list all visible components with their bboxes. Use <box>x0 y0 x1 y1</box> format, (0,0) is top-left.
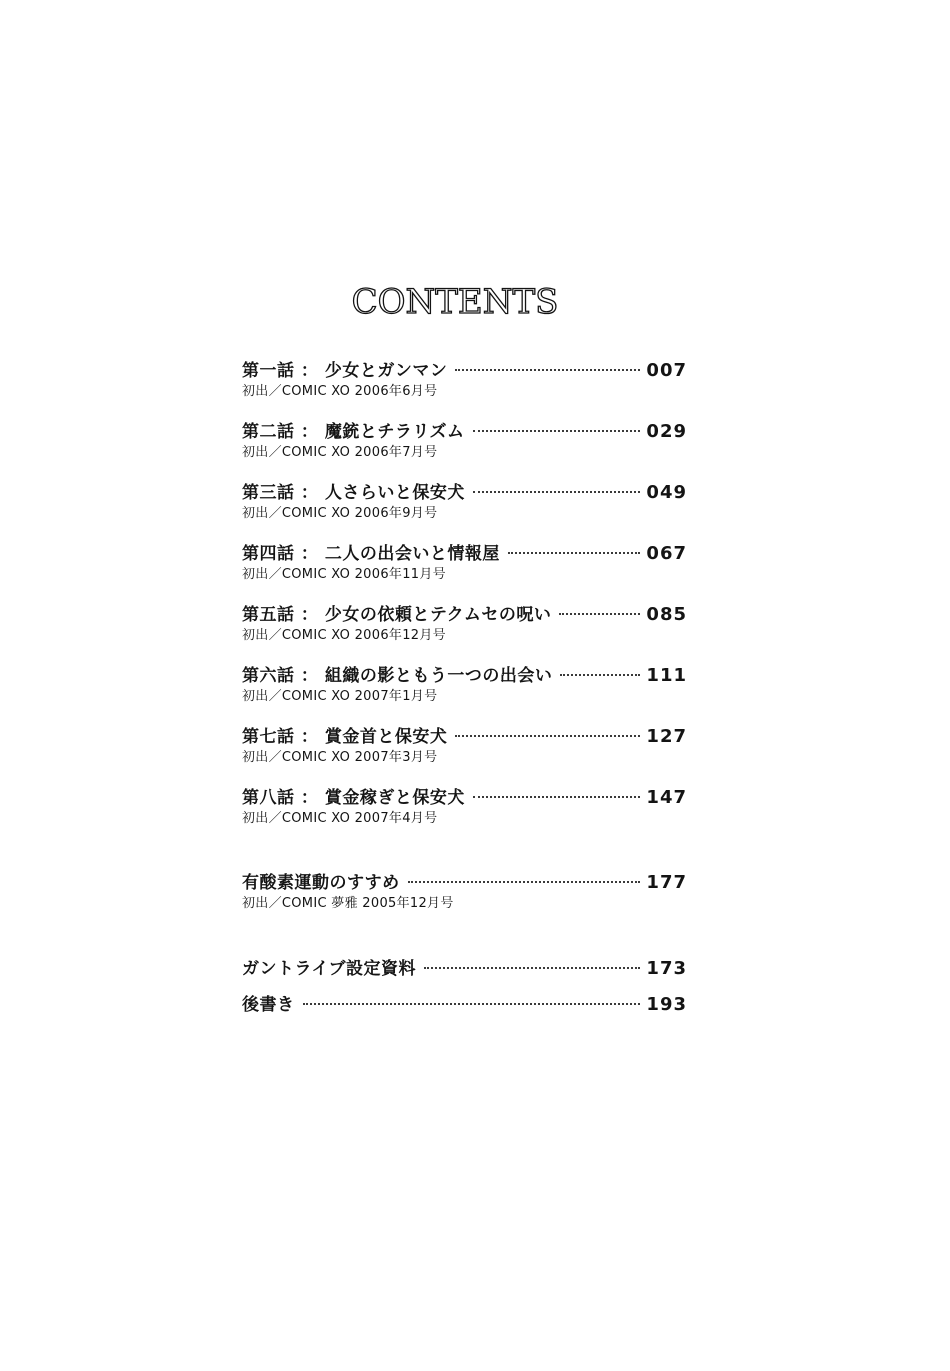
chapter-title: 第三話 ： 人さらいと保安犬 <box>242 483 465 503</box>
page-number: 127 <box>646 726 687 747</box>
page-number: 173 <box>646 958 687 979</box>
first-publication-note: 初出／COMIC XO 2006年12月号 <box>242 628 446 643</box>
table-of-contents <box>242 356 687 1015</box>
first-publication-note: 初出／COMIC XO 2006年11月号 <box>242 567 446 582</box>
dot-leader <box>455 735 640 737</box>
page-number: 085 <box>646 604 687 625</box>
first-publication-note: 初出／COMIC XO 2006年9月号 <box>242 506 438 521</box>
page-number: 067 <box>646 543 687 564</box>
first-publication-note: 初出／COMIC XO 2007年3月号 <box>242 750 438 765</box>
first-publication-note: 初出／COMIC XO 2006年7月号 <box>242 445 438 460</box>
extra-entry-afterword[interactable] <box>242 990 687 1016</box>
page-number: 177 <box>646 872 687 893</box>
dot-leader <box>455 369 640 371</box>
dot-leader <box>559 613 640 615</box>
first-publication-note: 初出／COMIC XO 2007年4月号 <box>242 811 438 826</box>
dot-leader <box>303 1003 641 1005</box>
chapter-entry-5[interactable] <box>242 600 687 661</box>
page-number: 193 <box>646 994 687 1015</box>
chapter-entry-4[interactable] <box>242 539 687 600</box>
dot-leader <box>473 796 641 798</box>
chapter-title: 第二話 ： 魔銃とチラリズム <box>242 422 465 442</box>
dot-leader <box>473 430 641 432</box>
dot-leader <box>560 674 640 676</box>
chapter-title: 第六話 ： 組織の影ともう一つの出会い <box>242 666 553 686</box>
page-number: 029 <box>646 421 687 442</box>
first-publication-note: 初出／COMIC 夢雅 2005年12月号 <box>242 896 454 911</box>
extra-title: ガントライブ設定資料 <box>242 959 416 979</box>
chapter-title: 第四話 ： 二人の出会いと情報屋 <box>242 544 500 564</box>
page-number: 147 <box>646 787 687 808</box>
chapter-title: 第八話 ： 賞金稼ぎと保安犬 <box>242 788 465 808</box>
dot-leader <box>424 967 640 969</box>
page-number: 049 <box>646 482 687 503</box>
chapter-title: 第五話 ： 少女の依頼とテクムセの呪い <box>242 605 552 625</box>
extra-title: 後書き <box>242 995 295 1015</box>
chapter-title: 第七話 ： 賞金首と保安犬 <box>242 727 448 747</box>
bonus-story-title: 有酸素運動のすすめ <box>242 873 400 893</box>
page-title: CONTENTS <box>351 282 559 322</box>
dot-leader <box>473 491 641 493</box>
chapter-entry-6[interactable] <box>242 661 687 722</box>
page-number: 007 <box>646 360 687 381</box>
dot-leader <box>408 881 641 883</box>
extra-entry-settings[interactable] <box>242 954 687 980</box>
page-number: 111 <box>646 665 687 686</box>
chapter-title: 第一話 ： 少女とガンマン <box>242 361 448 381</box>
chapter-entry-8[interactable] <box>242 783 687 844</box>
first-publication-note: 初出／COMIC XO 2006年6月号 <box>242 384 438 399</box>
chapter-entry-3[interactable] <box>242 478 687 539</box>
chapter-entry-7[interactable] <box>242 722 687 783</box>
chapter-entry-1[interactable] <box>242 356 687 417</box>
bonus-story-entry[interactable] <box>242 868 687 914</box>
first-publication-note: 初出／COMIC XO 2007年1月号 <box>242 689 438 704</box>
chapter-entry-2[interactable] <box>242 417 687 478</box>
dot-leader <box>508 552 641 554</box>
